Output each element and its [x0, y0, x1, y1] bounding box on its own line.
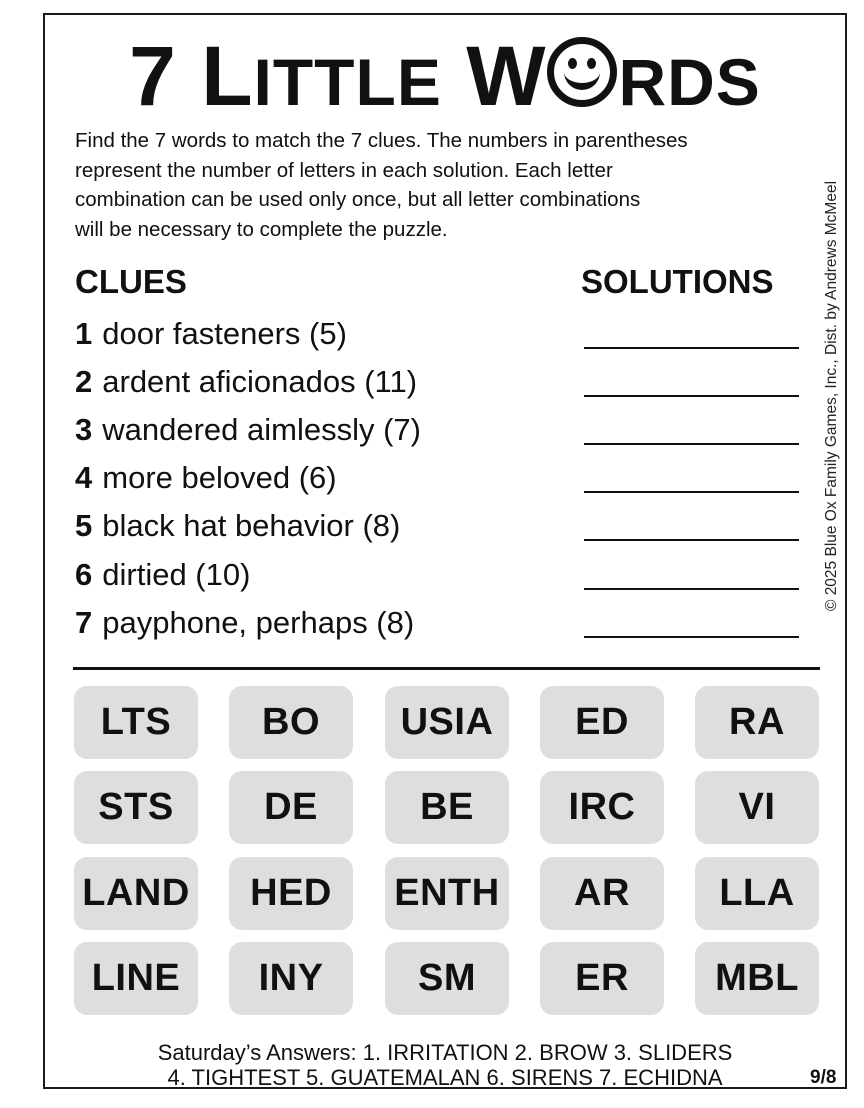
clue-number: 7	[75, 605, 93, 640]
solution-blank-1[interactable]	[584, 347, 799, 349]
clue-6	[75, 555, 250, 595]
clue-text: dirtied (10)	[102, 557, 251, 592]
copyright-credit: © 2025 Blue Ox Family Games, Inc., Dist. by Andrews McMeel	[823, 180, 840, 612]
clue-text: door fasteners (5)	[102, 316, 347, 351]
title-words-initial: W	[466, 29, 547, 123]
clue-number: 4	[75, 460, 93, 495]
previous-answers-line: 4. TIGHTEST 5. GUATEMALAN 6. SIRENS 7. ECHIDNA	[167, 1065, 723, 1090]
clue-text: wandered aimlessly (7)	[102, 412, 421, 447]
title-little-initial: L	[201, 29, 254, 123]
puzzle-title	[43, 26, 847, 132]
previous-answers-line: Saturday’s Answers: 1. IRRITATION 2. BROW 3. SLIDERS	[157, 1040, 733, 1065]
letter-tile[interactable]: LINE	[74, 942, 198, 1015]
clue-5	[75, 506, 400, 546]
letter-tile[interactable]: SM	[385, 942, 509, 1015]
instructions	[75, 126, 825, 244]
letter-tile[interactable]: VI	[695, 771, 819, 844]
section-divider	[73, 667, 820, 670]
letter-tile[interactable]: ED	[540, 686, 664, 759]
letter-tile[interactable]: STS	[74, 771, 198, 844]
letter-tile[interactable]: LLA	[695, 857, 819, 930]
solution-blank-3[interactable]	[584, 443, 799, 445]
letter-tile[interactable]: MBL	[695, 942, 819, 1015]
instructions-line: Find the 7 words to match the 7 clues. The numbers in parentheses	[75, 129, 688, 152]
instructions-line: represent the number of letters in each solution. Each letter	[75, 158, 613, 182]
clue-number: 6	[75, 557, 93, 592]
letter-tile[interactable]: BO	[229, 686, 353, 759]
letter-tile[interactable]: BE	[385, 771, 509, 844]
title-numeral: 7	[129, 29, 177, 123]
letter-tile[interactable]: IRC	[540, 771, 664, 844]
solution-blank-2[interactable]	[584, 395, 799, 397]
clue-3	[75, 410, 421, 450]
solution-blank-7[interactable]	[584, 636, 799, 638]
title-words-rest: RDS	[618, 45, 761, 119]
clue-text: payphone, perhaps (8)	[102, 605, 415, 640]
smiley-face-icon	[547, 37, 617, 107]
solutions-heading: SOLUTIONS	[581, 263, 774, 300]
solution-blank-6[interactable]	[584, 588, 799, 590]
letter-tile[interactable]: USIA	[385, 686, 509, 759]
clue-number: 1	[75, 316, 93, 351]
letter-tile[interactable]: HED	[229, 857, 353, 930]
solution-blank-5[interactable]	[584, 539, 799, 541]
clue-number: 3	[75, 412, 93, 447]
letter-tile[interactable]: DE	[229, 771, 353, 844]
puzzle-date: 9/8	[810, 1067, 837, 1088]
letter-tile[interactable]: AR	[540, 857, 664, 930]
clue-text: ardent aficionados (11)	[102, 364, 418, 399]
clues-heading: CLUES	[75, 263, 187, 300]
clue-1	[75, 314, 347, 354]
title-little-rest: ITTLE	[253, 45, 442, 119]
letter-tile[interactable]: LTS	[74, 686, 198, 759]
solution-blank-4[interactable]	[584, 491, 799, 493]
clue-number: 5	[75, 508, 93, 543]
instructions-line: will be necessary to complete the puzzle.	[75, 217, 448, 241]
letter-tile[interactable]: INY	[229, 942, 353, 1015]
clue-7	[75, 603, 414, 643]
letter-tile[interactable]: ER	[540, 942, 664, 1015]
clue-2	[75, 362, 417, 402]
letter-tile[interactable]: RA	[695, 686, 819, 759]
instructions-line: combination can be used only once, but all letter combinations	[75, 188, 641, 211]
previous-answers	[43, 1040, 847, 1090]
letter-tile[interactable]: ENTH	[385, 857, 509, 930]
clue-text: more beloved (6)	[102, 460, 337, 495]
clue-4	[75, 458, 337, 498]
clue-text: black hat behavior (8)	[102, 508, 401, 543]
letter-tile[interactable]: LAND	[74, 857, 198, 930]
clue-number: 2	[75, 364, 93, 399]
